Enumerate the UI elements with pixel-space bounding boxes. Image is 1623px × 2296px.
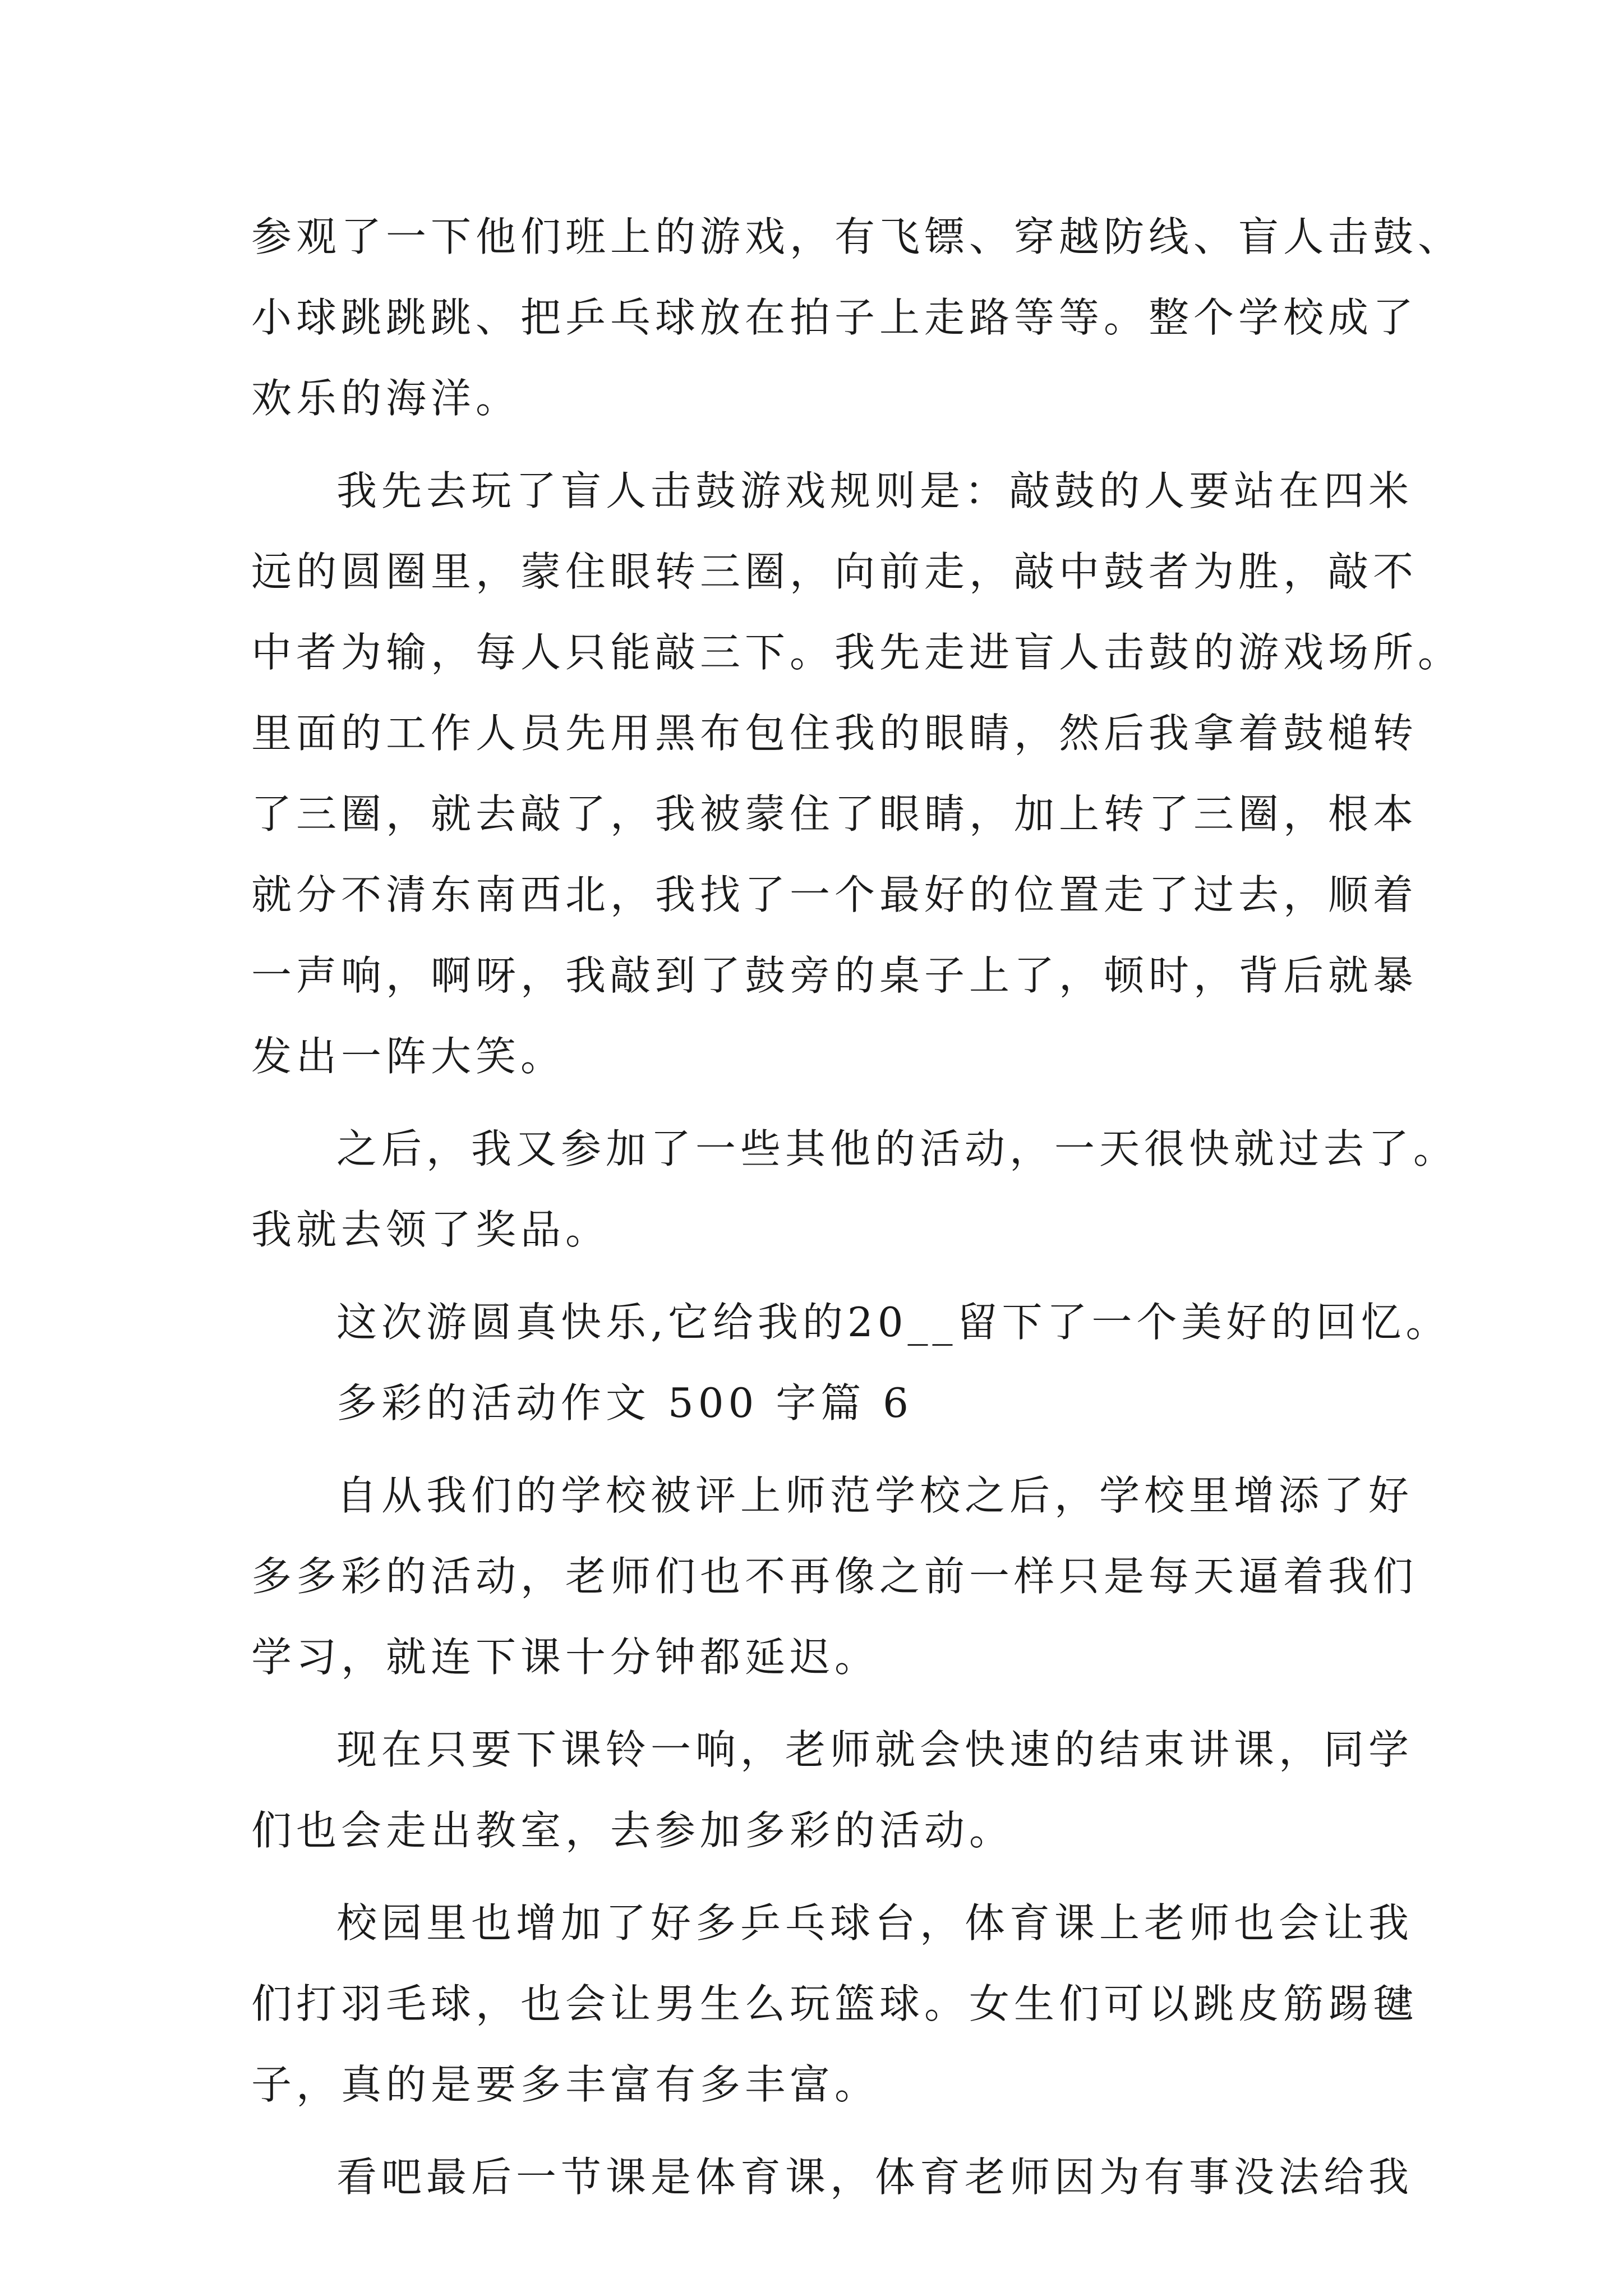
text-line: 一声响，啊呀，我敲到了鼓旁的桌子上了，顿时，背后就暴 (251, 952, 1418, 999)
paragraph-5 (251, 1455, 1418, 1697)
text-line: 学习，就连下课十分钟都延迟。 (251, 1634, 880, 1681)
paragraph-1 (251, 196, 1463, 439)
text-line: 中者为输，每人只能敲三下。我先走进盲人击鼓的游戏场所。 (251, 629, 1463, 676)
text-line: 们打羽毛球，也会让男生么玩篮球。女生们可以跳皮筋踢毽 (251, 1980, 1418, 2027)
paragraph-2 (251, 450, 1463, 1097)
text-line: 参观了一下他们班上的游戏，有飞镖、穿越防线、盲人击鼓、 (251, 213, 1463, 260)
text-line: 就分不清东南西北，我找了一个最好的位置走了过去，顺着 (251, 871, 1418, 918)
text-line: 了三圈，就去敲了，我被蒙住了眼睛，加上转了三圈，根本 (251, 790, 1418, 838)
text-line: 远的圆圈里，蒙住眼转三圈，向前走，敲中鼓者为胜，敲不 (251, 548, 1418, 595)
paragraph-6 (251, 1709, 1414, 1871)
text-line: 子，真的是要多丰富有多丰富。 (251, 2061, 880, 2108)
text-line: 之后，我又参加了一些其他的活动，一天很快就过去了。 (336, 1125, 1459, 1172)
text-line: 欢乐的海洋。 (251, 375, 521, 422)
paragraph-7 (251, 1883, 1418, 2125)
paragraph-8 (251, 2137, 1414, 2217)
text-line: 小球跳跳跳、把乒乓球放在拍子上走路等等。整个学校成了 (251, 294, 1418, 341)
text-line: 现在只要下课铃一响，老师就会快速的结束讲课，同学 (336, 1726, 1414, 1773)
text-line: 我就去领了奖品。 (251, 1206, 611, 1253)
section-heading (251, 1363, 1395, 1443)
text-line: 校园里也增加了好多乒乓球台，体育课上老师也会让我 (336, 1899, 1414, 1947)
text-line: 发出一阵大笑。 (251, 1033, 566, 1080)
text-line: 里面的工作人员先用黑布包住我的眼睛，然后我拿着鼓槌转 (251, 710, 1418, 757)
text-line: 看吧最后一节课是体育课，体育老师因为有事没法给我 (336, 2154, 1414, 2201)
text-line: 我先去玩了盲人击鼓游戏规则是：敲鼓的人要站在四米 (336, 467, 1414, 514)
heading-text: 多彩的活动作文 500 字篇 6 (336, 1379, 913, 1427)
text-line: 们也会走出教室，去参加多彩的活动。 (251, 1807, 1015, 1854)
text-line: 自从我们的学校被评上师范学校之后，学校里增添了好 (336, 1472, 1414, 1519)
document-body (251, 196, 1463, 2217)
text-line: 多多彩的活动，老师们也不再像之前一样只是每天逼着我们 (251, 1553, 1418, 1600)
paragraph-4 (251, 1282, 1451, 1363)
text-line: 这次游圆真快乐,它给我的20__留下了一个美好的回忆。 (336, 1299, 1451, 1346)
paragraph-3 (251, 1108, 1459, 1270)
